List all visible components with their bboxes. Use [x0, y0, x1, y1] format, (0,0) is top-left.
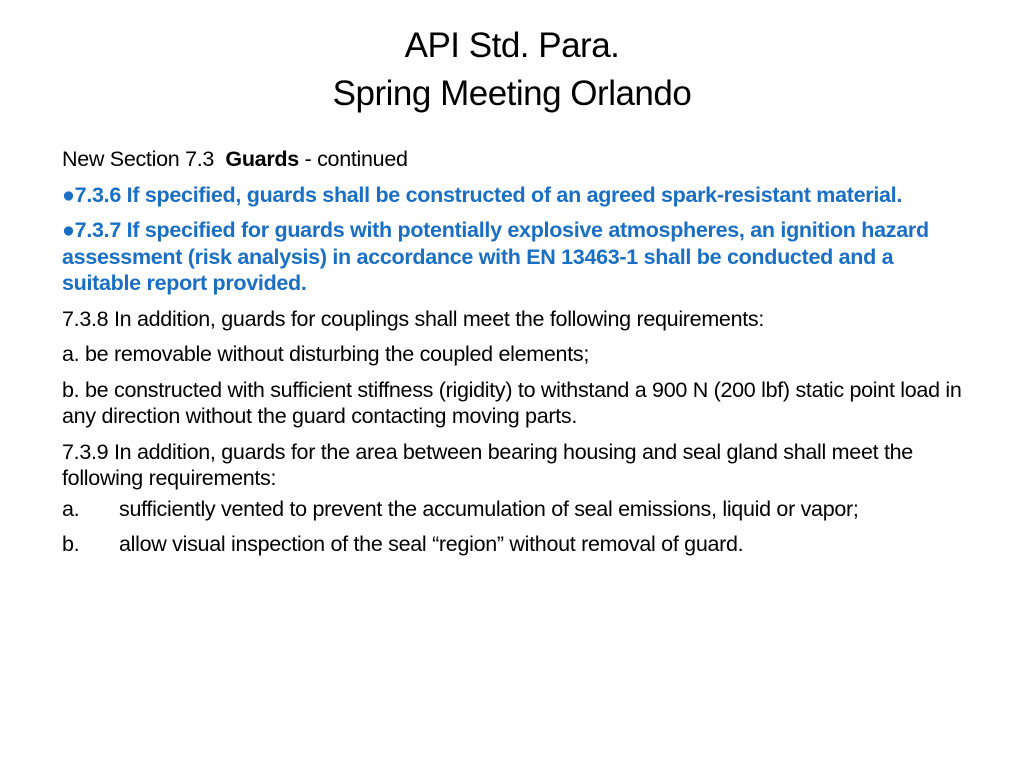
section-heading-bold: Guards [225, 147, 299, 171]
clause-7-3-9-item-a [62, 496, 972, 523]
clause-7-3-8-item-b: b. be constructed with sufficient stiffness (rigidity) to withstand a 900 N (200 lbf) static point load in any direction without the guard contacting moving parts. [62, 377, 962, 428]
list-text: allow visual inspection of the seal “region” without removal of guard. [119, 532, 744, 556]
clause-7-3-8: 7.3.8 In addition, guards for couplings shall meet the following requirements: [62, 306, 765, 331]
list-marker: b. [62, 532, 80, 556]
title-line-1: API Std. Para. [404, 26, 620, 65]
section-heading [62, 146, 972, 173]
clause-7-3-9-item-b [62, 531, 972, 558]
slide-body [62, 146, 972, 567]
clause-7-3-7: ●7.3.7 If specified for guards with potentially explosive atmospheres, an ignition hazard assessment (risk analysis) in accordance with EN 13463-1 shall be conducted and a suitable report provided. [62, 218, 929, 295]
section-heading-suffix: - continued [298, 147, 408, 171]
section-heading-prefix: New Section 7.3 [62, 147, 226, 171]
title-line-2: Spring Meeting Orlando [332, 74, 692, 113]
slide-title [0, 22, 1024, 118]
list-text: sufficiently vented to prevent the accumulation of seal emissions, liquid or vapor; [119, 496, 859, 521]
list-marker: a. [62, 496, 80, 521]
clause-7-3-6: ●7.3.6 If specified, guards shall be constructed of an agreed spark-resistant material. [62, 182, 903, 207]
clause-7-3-9: 7.3.9 In addition, guards for the area between bearing housing and seal gland shall meet the following requirements: [62, 439, 913, 490]
clause-7-3-8-item-a: a. be removable without disturbing the coupled elements; [62, 342, 589, 366]
